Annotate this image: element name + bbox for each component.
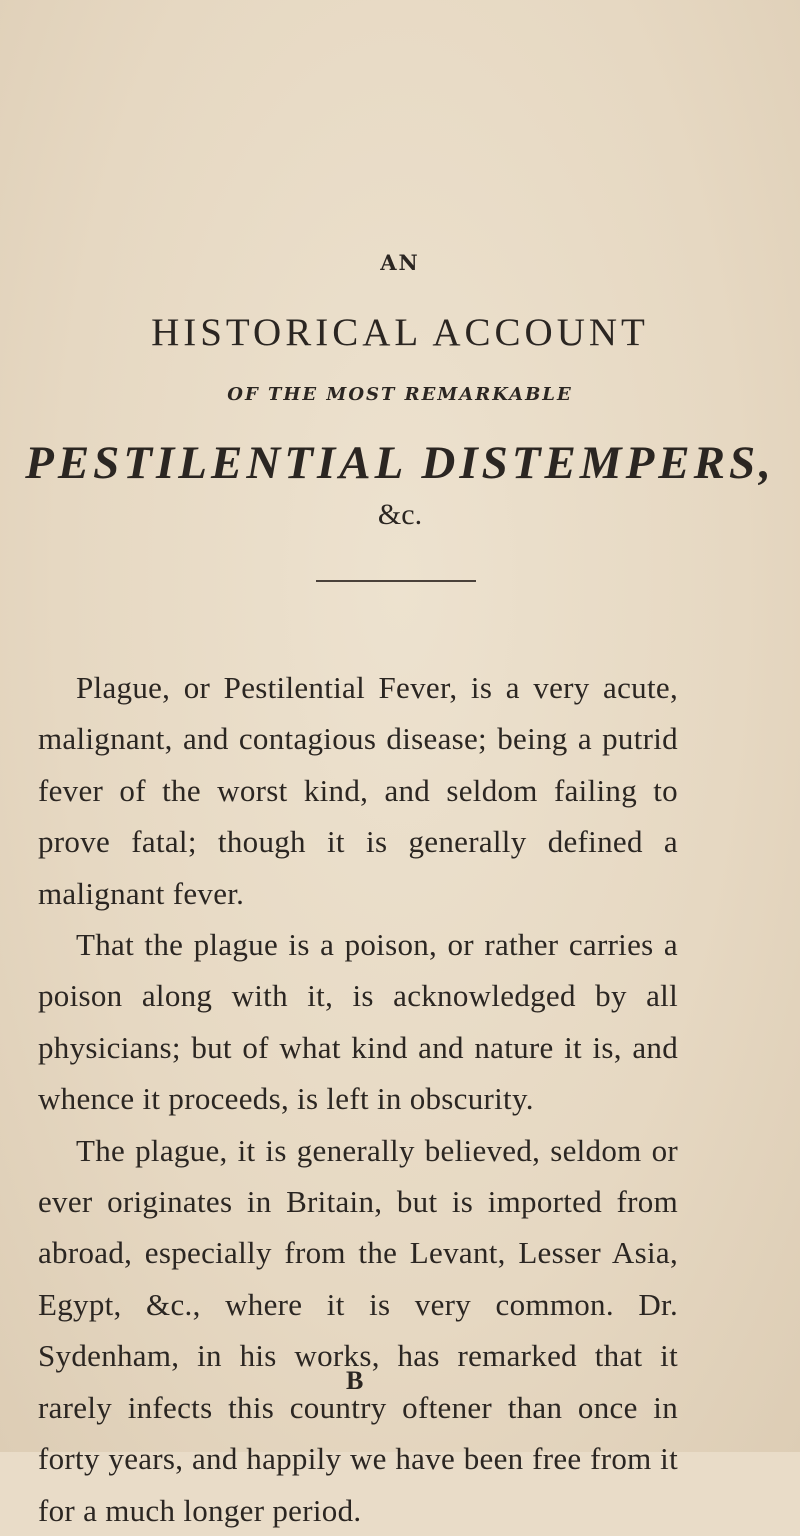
paragraph-3: The plague, it is generally believed, seldom or ever originates in Britain, but is imported from abroad, especially from the Levant, Lesser Asia, Egypt, &c., where it is very common. Dr. Sydenham, in his works, has remarked that it rarely infects this country oftener than once in forty years, and happily we have been free from it for a much longer period. — [38, 1132, 678, 1528]
title-subheading: OF THE MOST REMARKABLE — [227, 384, 573, 405]
paragraph-1: Plague, or Pestilential Fever, is a very acute, malignant, and contagious disease; being a putrid fever of the worst kind, and seldom failing to prove fatal; though it is generally defined a malignant fever. — [38, 670, 678, 911]
body-text — [38, 662, 678, 1536]
signature-mark: B — [346, 1366, 364, 1395]
title-an: AN — [380, 250, 420, 275]
title-etc: &c. — [377, 498, 423, 531]
title-pestilential-distempers: PESTILENTIAL DISTEMPERS, — [25, 437, 775, 489]
section-divider-rule — [316, 580, 476, 582]
title-historical-account: HISTORICAL ACCOUNT — [151, 311, 649, 354]
paragraph-2: That the plague is a poison, or rather carries a poison along with it, is acknowledged by all physicians; but of what kind and nature it is, and whence it proceeds, is left in obscurity. — [38, 927, 678, 1117]
